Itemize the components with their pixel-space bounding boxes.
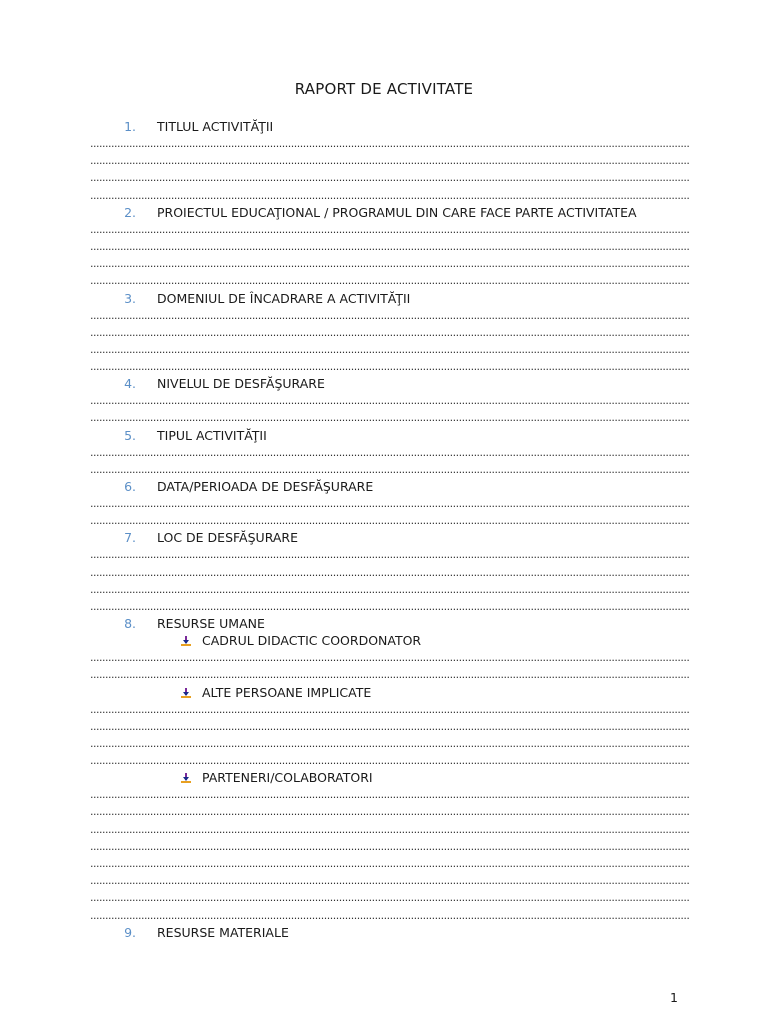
- item-number: 2.: [124, 204, 136, 220]
- fill-line[interactable]: ........................................................................................................................................................................................................: [90, 342, 690, 356]
- fill-line[interactable]: ........................................................................................................................................................................................................: [90, 908, 690, 922]
- fill-line[interactable]: ........................................................................................................................................................................................................: [90, 274, 690, 288]
- fill-line[interactable]: ........................................................................................................................................................................................................: [90, 874, 690, 888]
- fill-line[interactable]: ........................................................................................................................................................................................................: [90, 411, 690, 425]
- sub-item-label: CADRUL DIDACTIC COORDONATOR: [202, 633, 422, 649]
- fill-line[interactable]: ........................................................................................................................................................................................................: [90, 394, 690, 408]
- item-2-heading: [90, 204, 680, 221]
- fill-line[interactable]: ........................................................................................................................................................................................................: [90, 736, 690, 750]
- item-number: 7.: [124, 530, 136, 546]
- item-number: 1.: [124, 119, 136, 134]
- item-7-heading: [90, 529, 680, 546]
- item-number: 4.: [124, 376, 136, 392]
- document-title: RAPORT DE ACTIVITATE: [294, 80, 474, 98]
- fill-line[interactable]: ........................................................................................................................................................................................................: [90, 822, 690, 836]
- item-3-heading: [90, 290, 680, 307]
- page-number: 1: [670, 990, 678, 1005]
- fill-line[interactable]: ........................................................................................................................................................................................................: [90, 719, 690, 733]
- item-number: 8.: [124, 616, 136, 632]
- fill-line[interactable]: ........................................................................................................................................................................................................: [90, 222, 690, 236]
- item-label: NIVELUL DE DESFĂŞURARE: [157, 376, 325, 392]
- fill-line[interactable]: ........................................................................................................................................................................................................: [90, 171, 690, 185]
- item-4-heading: [90, 375, 680, 392]
- sub-item-label: ALTE PERSOANE IMPLICATE: [202, 684, 372, 700]
- fill-line[interactable]: ........................................................................................................................................................................................................: [90, 497, 690, 510]
- sub-item-2-heading: [90, 684, 680, 701]
- fill-line[interactable]: ........................................................................................................................................................................................................: [90, 651, 690, 665]
- checkbox-arrow-icon: [180, 635, 192, 647]
- fill-line[interactable]: ........................................................................................................................................................................................................: [90, 788, 690, 802]
- fill-line[interactable]: ........................................................................................................................................................................................................: [90, 582, 690, 596]
- item-label: DOMENIUL DE ÎNCADRARE A ACTIVITĂŢII: [157, 290, 411, 306]
- item-label: RESURSE UMANE: [157, 616, 265, 632]
- item-5-heading: [90, 427, 680, 444]
- checkbox-arrow-icon: [180, 687, 192, 699]
- fill-line[interactable]: ........................................................................................................................................................................................................: [90, 188, 690, 202]
- item-number: 9.: [124, 924, 136, 940]
- fill-line[interactable]: ........................................................................................................................................................................................................: [90, 154, 690, 168]
- fill-line[interactable]: ........................................................................................................................................................................................................: [90, 445, 690, 459]
- item-1-heading: [90, 118, 680, 135]
- item-label: TITLUL ACTIVITĂŢII: [157, 119, 274, 134]
- sub-item-3-heading: [90, 769, 680, 786]
- item-number: 5.: [124, 427, 136, 443]
- fill-line[interactable]: ........................................................................................................................................................................................................: [90, 360, 690, 374]
- fill-line[interactable]: ........................................................................................................................................................................................................: [90, 308, 690, 322]
- sub-item-1-heading: [90, 632, 680, 649]
- fill-line[interactable]: ........................................................................................................................................................................................................: [90, 462, 690, 476]
- fill-line[interactable]: ........................................................................................................................................................................................................: [90, 668, 690, 682]
- fill-line[interactable]: ........................................................................................................................................................................................................: [90, 257, 690, 271]
- fill-line[interactable]: ........................................................................................................................................................................................................: [90, 325, 690, 339]
- report-form: [90, 118, 690, 941]
- item-8-heading: [90, 615, 680, 632]
- fill-line[interactable]: ........................................................................................................................................................................................................: [90, 754, 690, 768]
- item-label: RESURSE MATERIALE: [157, 924, 289, 940]
- item-label: TIPUL ACTIVITĂŢII: [157, 427, 267, 443]
- fill-line[interactable]: ........................................................................................................................................................................................................: [90, 239, 690, 253]
- fill-line[interactable]: ........................................................................................................................................................................................................: [90, 514, 690, 528]
- fill-line[interactable]: ........................................................................................................................................................................................................: [90, 137, 690, 150]
- fill-line[interactable]: ........................................................................................................................................................................................................: [90, 702, 690, 716]
- checkbox-arrow-icon: [180, 772, 192, 784]
- item-label: DATA/PERIOADA DE DESFĂŞURARE: [157, 479, 374, 494]
- item-number: 3.: [124, 290, 136, 306]
- fill-line[interactable]: ........................................................................................................................................................................................................: [90, 599, 690, 613]
- item-label: LOC DE DESFĂŞURARE: [157, 530, 299, 546]
- sub-item-label: PARTENERI/COLABORATORI: [202, 770, 373, 786]
- fill-line[interactable]: ........................................................................................................................................................................................................: [90, 805, 690, 819]
- fill-line[interactable]: ........................................................................................................................................................................................................: [90, 565, 690, 579]
- fill-line[interactable]: ........................................................................................................................................................................................................: [90, 857, 690, 870]
- fill-line[interactable]: ........................................................................................................................................................................................................: [90, 891, 690, 905]
- item-6-heading: [90, 478, 680, 495]
- item-number: 6.: [124, 479, 136, 494]
- fill-line[interactable]: ........................................................................................................................................................................................................: [90, 839, 690, 853]
- item-label: PROIECTUL EDUCAŢIONAL / PROGRAMUL DIN CARE FACE PARTE ACTIVITATEA: [157, 204, 637, 220]
- item-9-heading: [90, 924, 680, 941]
- fill-line[interactable]: ........................................................................................................................................................................................................: [90, 548, 690, 562]
